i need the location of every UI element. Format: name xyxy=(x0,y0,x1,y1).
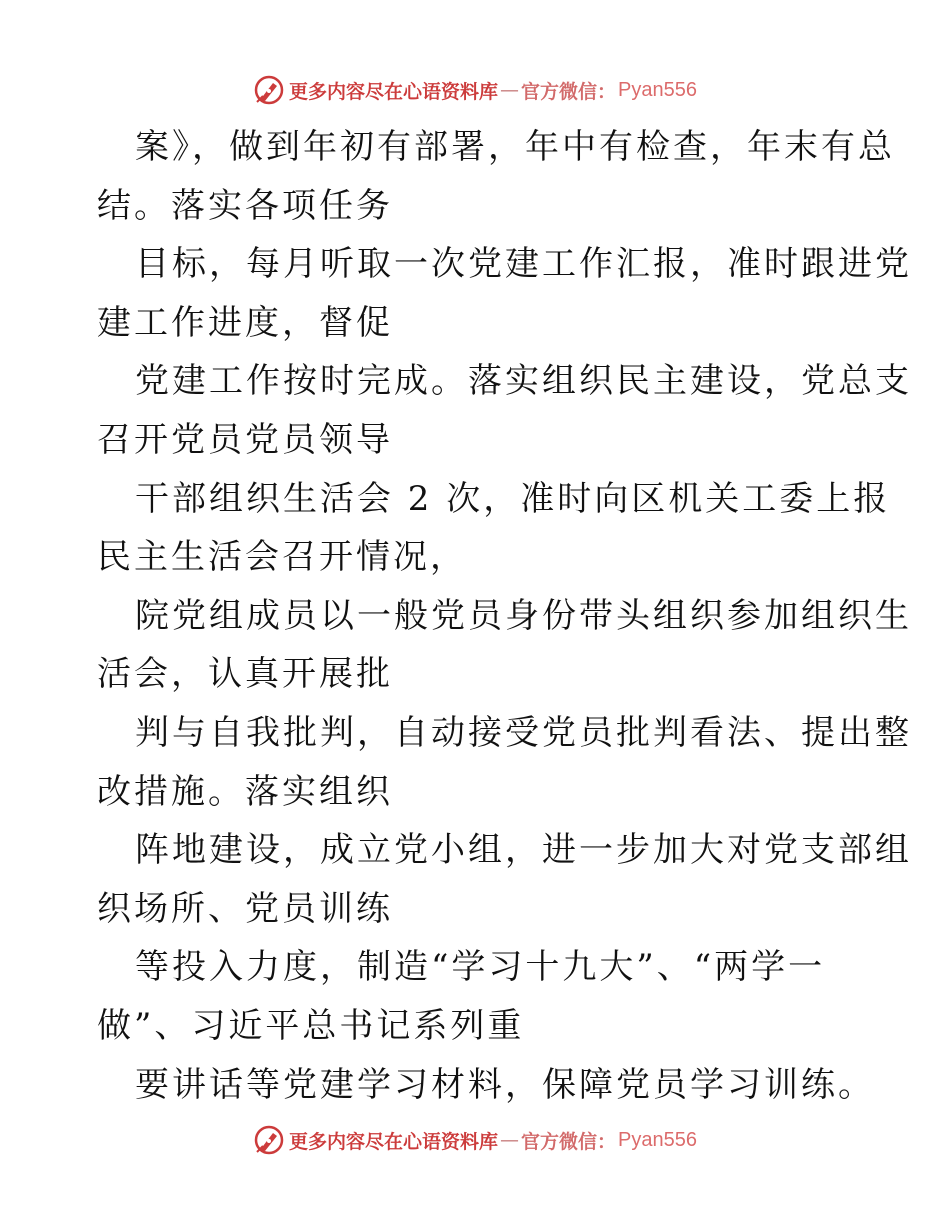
text-line: 改措施。落实组织 xyxy=(97,771,393,812)
text-line: 结。落实各项任务 xyxy=(97,185,393,226)
header-watermark xyxy=(0,70,950,110)
watermark-dash: — xyxy=(500,1129,520,1151)
watermark-group xyxy=(253,1124,697,1156)
text-line: 民主生活会召开情况， xyxy=(97,537,467,578)
text-line: 做”、习近平总书记系列重 xyxy=(97,1005,525,1046)
watermark-dash: — xyxy=(500,79,520,101)
text-line: 等投入力度，制造“学习十九大”、“两学一 xyxy=(135,947,826,988)
text-line: 活会，认真开展批 xyxy=(97,654,393,695)
watermark-wechat-id: Pyan556 xyxy=(618,1128,697,1151)
watermark-wechat-label: 官方微信： xyxy=(521,80,617,103)
text-line: 判与自我批判，自动接受党员批判看法、提出整 xyxy=(135,712,912,753)
pen-nib-logo-icon xyxy=(253,74,285,106)
watermark-wechat-id: Pyan556 xyxy=(618,78,697,101)
text-line: 召开党员党员领导 xyxy=(97,419,393,460)
text-line: 建工作进度，督促 xyxy=(97,302,393,343)
text-line: 案》，做到年初有部署，年中有检查，年末有总 xyxy=(135,127,895,167)
watermark-site-text: 更多内容尽在心语资料库 xyxy=(289,1130,499,1153)
watermark-wechat-label: 官方微信： xyxy=(521,1130,617,1153)
text-line: 阵地建设，成立党小组，进一步加大对党支部组 xyxy=(135,830,912,871)
text-line: 党建工作按时完成。落实组织民主建设，党总支 xyxy=(135,361,912,402)
watermark-site-text: 更多内容尽在心语资料库 xyxy=(289,80,499,103)
pen-nib-logo-icon xyxy=(253,1124,285,1156)
document-body xyxy=(97,118,912,1114)
text-line: 干部组织生活会 2 次，准时向区机关工委上报 xyxy=(135,478,891,519)
text-line: 织场所、党员训练 xyxy=(97,888,393,929)
text-line: 院党组成员以一般党员身份带头组织参加组织生 xyxy=(135,595,912,636)
text-line: 要讲话等党建学习材料，保障党员学习训练。 xyxy=(135,1064,875,1105)
footer-watermark xyxy=(0,1120,950,1160)
watermark-group xyxy=(253,74,697,106)
text-line: 目标，每月听取一次党建工作汇报，准时跟进党 xyxy=(135,244,912,285)
